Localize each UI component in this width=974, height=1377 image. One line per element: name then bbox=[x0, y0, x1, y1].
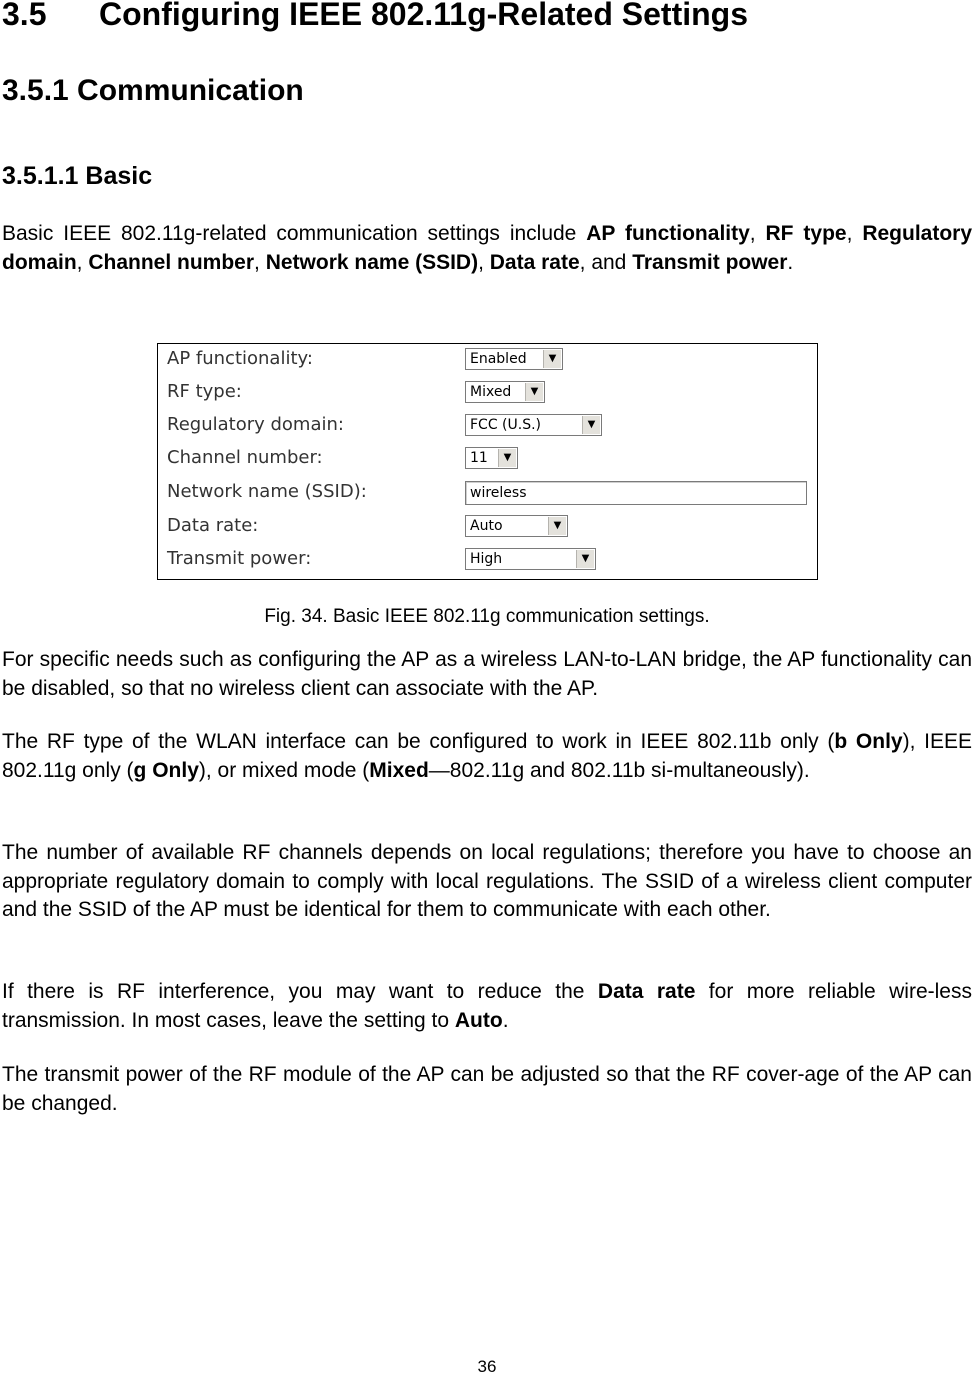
row-transmit-power bbox=[158, 544, 817, 574]
chevron-down-icon[interactable]: ▼ bbox=[543, 350, 561, 368]
data-rate-label: Data rate: bbox=[167, 515, 259, 536]
paragraph-transmit-power: The transmit power of the RF module of the AP can be adjusted so that the RF cover-age of the AP can be changed. bbox=[2, 1063, 972, 1115]
figure-caption: Fig. 34. Basic IEEE 802.11g communication settings. bbox=[264, 606, 710, 627]
term-regulatory-domain: Regulatory domain bbox=[2, 222, 973, 274]
subsection-heading: 3.5.1 Communication bbox=[2, 74, 304, 107]
chevron-down-icon[interactable]: ▼ bbox=[582, 416, 600, 434]
channel-number-select[interactable]: 11 ▼ bbox=[465, 447, 518, 469]
section-title: Configuring IEEE 802.11g-Related Settings bbox=[99, 0, 749, 32]
row-channel-number bbox=[158, 443, 817, 473]
intro-paragraph: Basic IEEE 802.11g-related communication settings include AP functionality, RF type, Regulatory domain, Channel number, Network name (SSID), Data rate, and Transmit power. bbox=[2, 222, 973, 274]
section-heading bbox=[2, 0, 748, 33]
term-rf-type: RF type bbox=[765, 222, 847, 245]
regulatory-domain-label: Regulatory domain: bbox=[167, 414, 344, 435]
paragraph-ap-functionality: For specific needs such as configuring the AP as a wireless LAN-to-LAN bridge, the AP functionality can be disabled, so that no wireless client can associate with the AP. bbox=[2, 648, 972, 700]
row-network-name bbox=[158, 477, 817, 507]
page-number: 36 bbox=[477, 1357, 497, 1376]
paragraph-regulatory: The number of available RF channels depends on local regulations; therefore you have to choose an appropriate regulatory domain to comply with local regulations. The SSID of a wireless client computer and the SSID of the AP must be identical for them to communicate with each other. bbox=[2, 841, 972, 921]
rf-type-select[interactable]: Mixed ▼ bbox=[465, 381, 545, 403]
ap-functionality-select[interactable]: Enabled ▼ bbox=[465, 348, 563, 370]
channel-number-label: Channel number: bbox=[167, 447, 323, 468]
data-rate-select[interactable]: Auto ▼ bbox=[465, 515, 568, 537]
chevron-down-icon[interactable]: ▼ bbox=[576, 550, 594, 568]
paragraph-rf-type: The RF type of the WLAN interface can be configured to work in IEEE 802.11b only (b Only), IEEE 802.11g only (g Only), or mixed mode (Mixed—802.11g and 802.11b si-multaneously). bbox=[2, 730, 972, 782]
rf-type-label: RF type: bbox=[167, 381, 242, 402]
chevron-down-icon[interactable]: ▼ bbox=[498, 449, 516, 467]
network-name-label: Network name (SSID): bbox=[167, 481, 367, 502]
subsubsection-heading: 3.5.1.1 Basic bbox=[2, 162, 153, 190]
paragraph-data-rate: If there is RF interference, you may want to reduce the Data rate for more reliable wire-less transmission. In most cases, leave the setting to Auto. bbox=[2, 980, 972, 1032]
term-ap-functionality: AP functionality bbox=[586, 222, 750, 245]
transmit-power-label: Transmit power: bbox=[167, 548, 312, 569]
term-channel-number: Channel number bbox=[88, 250, 255, 274]
chevron-down-icon[interactable]: ▼ bbox=[548, 517, 566, 535]
term-network-name: Network name (SSID) bbox=[265, 250, 479, 274]
ssid-input[interactable]: wireless bbox=[465, 481, 807, 505]
row-rf-type bbox=[158, 377, 817, 407]
ap-functionality-label: AP functionality: bbox=[167, 348, 313, 369]
section-number: 3.5 bbox=[2, 0, 47, 32]
row-data-rate bbox=[158, 511, 817, 541]
row-regulatory-domain bbox=[158, 410, 817, 440]
term-data-rate: Data rate bbox=[489, 250, 580, 274]
term-transmit-power: Transmit power bbox=[632, 250, 788, 274]
row-ap-functionality bbox=[158, 344, 817, 374]
transmit-power-select[interactable]: High ▼ bbox=[465, 548, 596, 570]
chevron-down-icon[interactable]: ▼ bbox=[525, 383, 543, 401]
regulatory-domain-select[interactable]: FCC (U.S.) ▼ bbox=[465, 414, 602, 436]
settings-figure bbox=[157, 343, 818, 580]
